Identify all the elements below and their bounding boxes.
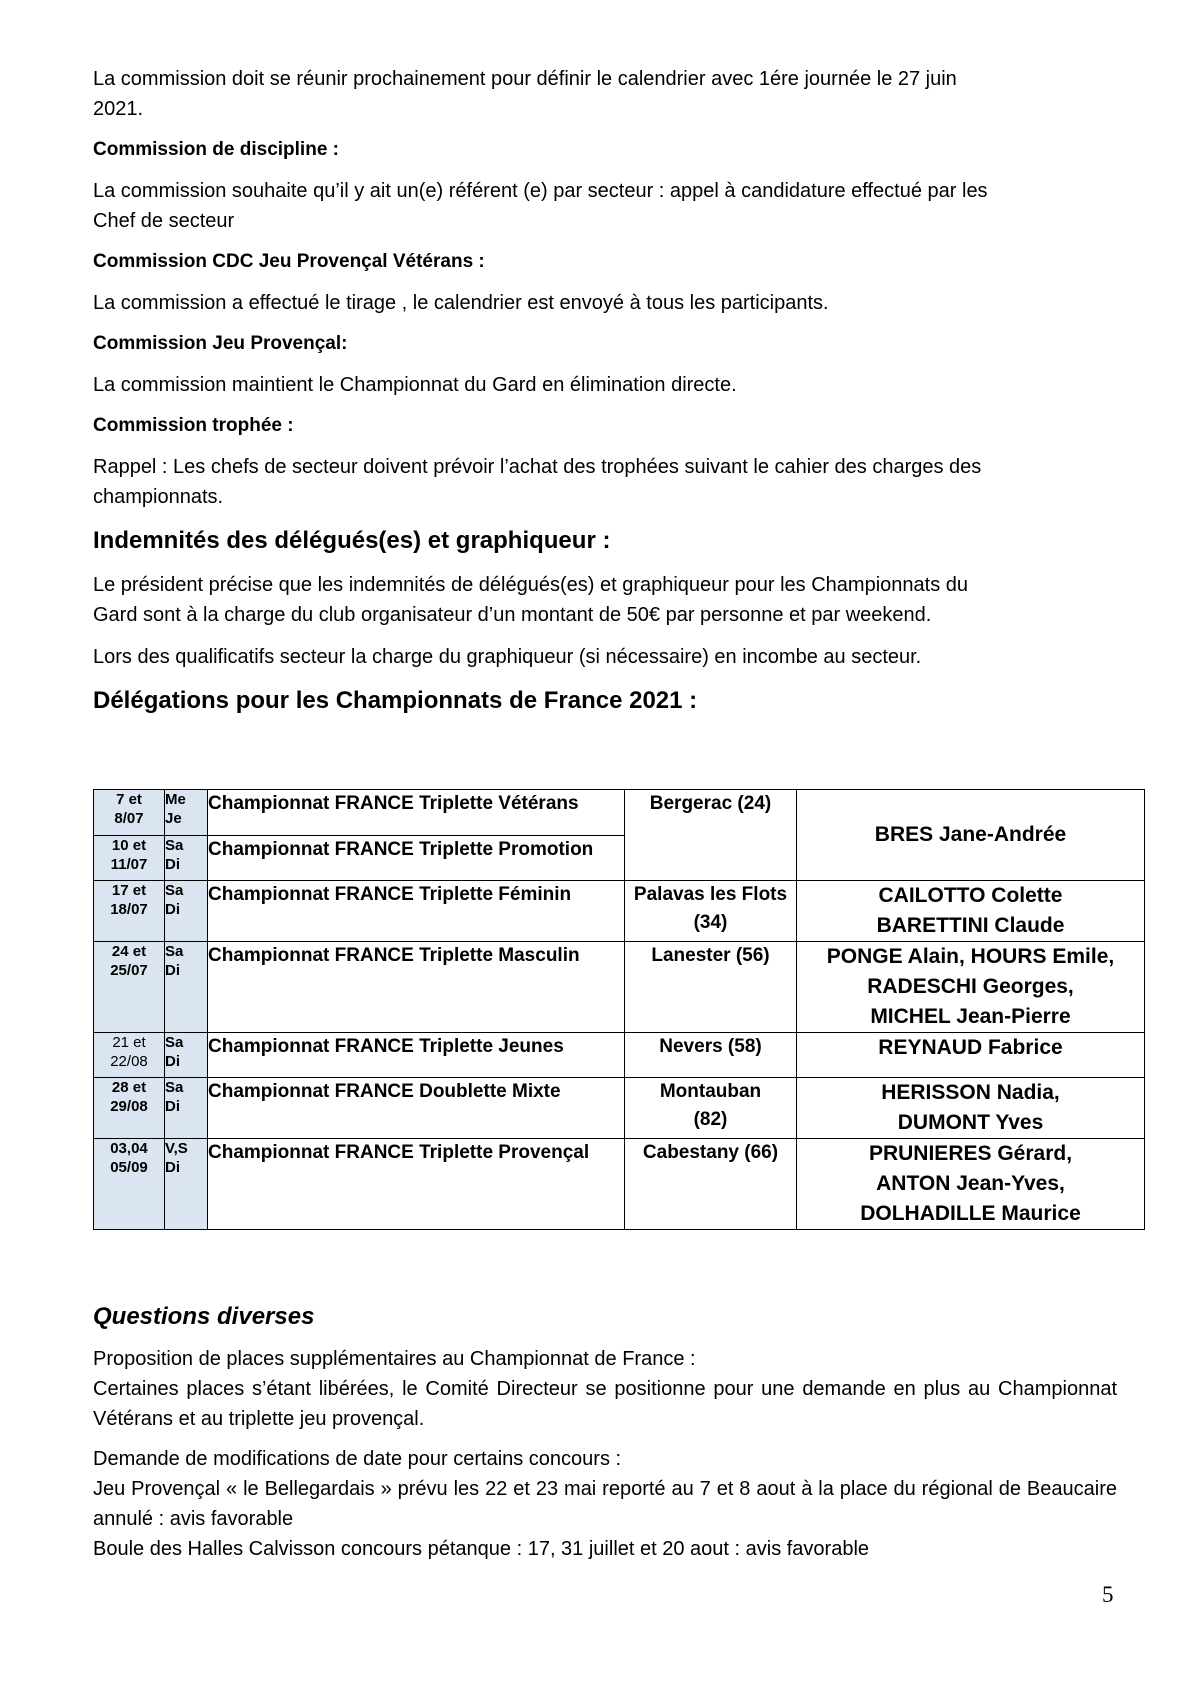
day-cell: Sa Di — [165, 942, 208, 1033]
championship-cell: Championnat FRANCE Triplette Masculin — [208, 942, 625, 1033]
dates-paragraph: Jeu Provençal « le Bellegardais » prévu les 22 et 23 mai reporté au 7 et 8 aout à la place du régional de Beaucaire annulé : avis favorable — [93, 1478, 1117, 1530]
calendar-paragraph — [93, 64, 1117, 124]
date-cell: 10 et 11/07 — [94, 836, 165, 881]
date-cell: 03,04 05/09 — [94, 1139, 165, 1230]
delegations-table — [93, 789, 1145, 1230]
date-cell: 24 et 25/07 — [94, 942, 165, 1033]
questions-heading: Questions diverses — [93, 1303, 315, 1330]
date-cell: 7 et 8/07 — [94, 790, 165, 836]
date-cell: 21 et 22/08 — [94, 1033, 165, 1078]
day-cell: Sa Di — [165, 1033, 208, 1078]
venue-cell: Palavas les Flots (34) — [625, 881, 797, 942]
page-number: 5 — [1102, 1582, 1114, 1607]
indemnites-paragraph — [93, 570, 1117, 630]
day-cell: Sa Di — [165, 836, 208, 881]
commission-cdc-text — [93, 288, 1117, 318]
indemnites-secteur-paragraph: Lors des qualificatifs secteur la charge du graphiqueur (si nécessaire) en incombe au secteur. — [93, 646, 922, 668]
commission-jeu-provencal-text — [93, 370, 1117, 400]
text-line: La commission a effectué le tirage , le calendrier est envoyé à tous les participants. — [93, 292, 829, 314]
championship-cell: Championnat FRANCE Triplette Promotion — [208, 836, 625, 881]
commission-discipline-label: Commission de discipline : — [93, 139, 339, 160]
venue-cell: Lanester (56) — [625, 942, 797, 1033]
delegations-heading: Délégations pour les Championnats de France 2021 : — [93, 687, 698, 714]
championship-cell: Championnat FRANCE Triplette Féminin — [208, 881, 625, 942]
table-row — [94, 1139, 1145, 1230]
text-line: 2021. — [93, 98, 144, 120]
text-line: La commission doit se réunir prochainement pour définir le calendrier avec 1ére journée le 27 juin — [93, 68, 957, 90]
text-line: championnats. — [93, 486, 224, 508]
table-row — [94, 881, 1145, 942]
commission-jeu-provencal-label: Commission Jeu Provençal: — [93, 333, 348, 354]
dates-title: Demande de modifications de date pour certains concours : — [93, 1448, 622, 1470]
commission-trophee-label: Commission trophée : — [93, 415, 294, 436]
day-cell: Me Je — [165, 790, 208, 836]
questions-section — [93, 1300, 1117, 1564]
commission-cdc-label: Commission CDC Jeu Provençal Vétérans : — [93, 251, 485, 272]
delegates-cell: REYNAUD Fabrice — [797, 1033, 1145, 1078]
delegates-cell: BRES Jane-Andrée — [797, 790, 1145, 881]
text-line: Gard sont à la charge du club organisateur d’un montant de 50€ par personne et par weekend. — [93, 604, 932, 626]
delegates-cell: CAILOTTO Colette BARETTINI Claude — [797, 881, 1145, 942]
table-row — [94, 1078, 1145, 1139]
day-cell: Sa Di — [165, 1078, 208, 1139]
minutes-section — [93, 64, 1117, 718]
championship-cell: Championnat FRANCE Triplette Jeunes — [208, 1033, 625, 1078]
commission-discipline-text — [93, 176, 1117, 236]
text-line: La commission maintient le Championnat du Gard en élimination directe. — [93, 374, 737, 396]
championship-cell: Championnat FRANCE Doublette Mixte — [208, 1078, 625, 1139]
commission-trophee-text — [93, 452, 1117, 512]
delegates-cell: PRUNIERES Gérard, ANTON Jean-Yves, DOLHADILLE Maurice — [797, 1139, 1145, 1230]
calvisson-paragraph: Boule des Halles Calvisson concours pétanque : 17, 31 juillet et 20 aout : avis favorable — [93, 1538, 870, 1560]
venue-cell: Montauban (82) — [625, 1078, 797, 1139]
day-cell: V,S Di — [165, 1139, 208, 1230]
table-row — [94, 942, 1145, 1033]
venue-cell: Nevers (58) — [625, 1033, 797, 1078]
venue-cell: Bergerac (24) — [625, 790, 797, 881]
championship-cell: Championnat FRANCE Triplette Provençal — [208, 1139, 625, 1230]
indemnites-heading: Indemnités des délégués(es) et graphiqueur : — [93, 527, 611, 554]
table-row — [94, 790, 1145, 836]
places-paragraph: Certaines places s’étant libérées, le Comité Directeur se positionne pour une demande en plus au Championnat Vétérans et au triplette jeu provençal. — [93, 1378, 1117, 1430]
places-title: Proposition de places supplémentaires au Championnat de France : — [93, 1348, 696, 1370]
championship-cell: Championnat FRANCE Triplette Vétérans — [208, 790, 625, 836]
day-cell: Sa Di — [165, 881, 208, 942]
delegates-cell: PONGE Alain, HOURS Emile, RADESCHI Georges, MICHEL Jean-Pierre — [797, 942, 1145, 1033]
table-row — [94, 1033, 1145, 1078]
delegates-cell: HERISSON Nadia, DUMONT Yves — [797, 1078, 1145, 1139]
text-line: La commission souhaite qu’il y ait un(e) référent (e) par secteur : appel à candidature effectué par les — [93, 180, 988, 202]
date-cell: 17 et 18/07 — [94, 881, 165, 942]
text-line: Le président précise que les indemnités de délégués(es) et graphiqueur pour les Championnats du — [93, 574, 968, 596]
venue-cell: Cabestany (66) — [625, 1139, 797, 1230]
text-line: Rappel : Les chefs de secteur doivent prévoir l’achat des trophées suivant le cahier des charges des — [93, 456, 982, 478]
date-cell: 28 et 29/08 — [94, 1078, 165, 1139]
text-line: Chef de secteur — [93, 210, 235, 232]
